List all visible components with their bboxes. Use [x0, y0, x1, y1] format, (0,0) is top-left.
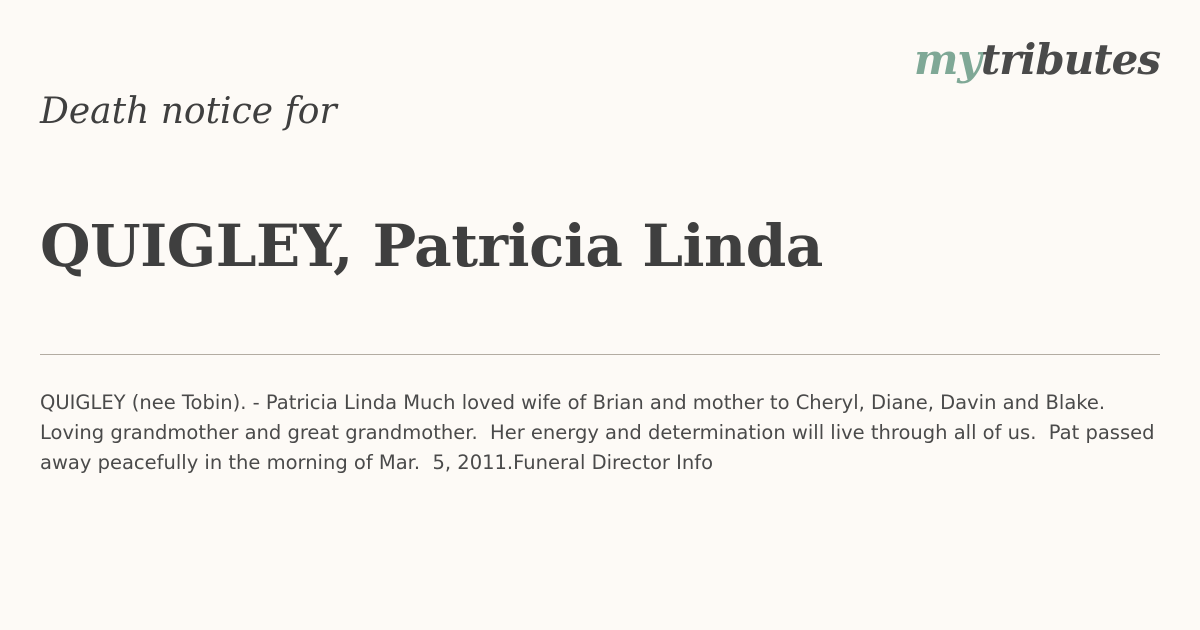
- mytributes-logo[interactable]: [914, 32, 1160, 88]
- logo-tributes-text: tributes: [980, 35, 1160, 84]
- death-notice-body: QUIGLEY (nee Tobin). - Patricia Linda Much loved wife of Brian and mother to Cheryl, Diane, Davin and Blake. Loving grandmother and great grandmother. Her energy and determination will live through all of us. Pat passed away peacefully in the morning of Mar. 5, 2011.Funeral Director Info: [40, 391, 1161, 474]
- deceased-name-title: QUIGLEY, Patricia Linda: [40, 212, 823, 280]
- logo-my-text: my: [913, 35, 981, 84]
- death-notice-kicker: Death notice for: [40, 91, 337, 132]
- section-divider: [40, 354, 1160, 355]
